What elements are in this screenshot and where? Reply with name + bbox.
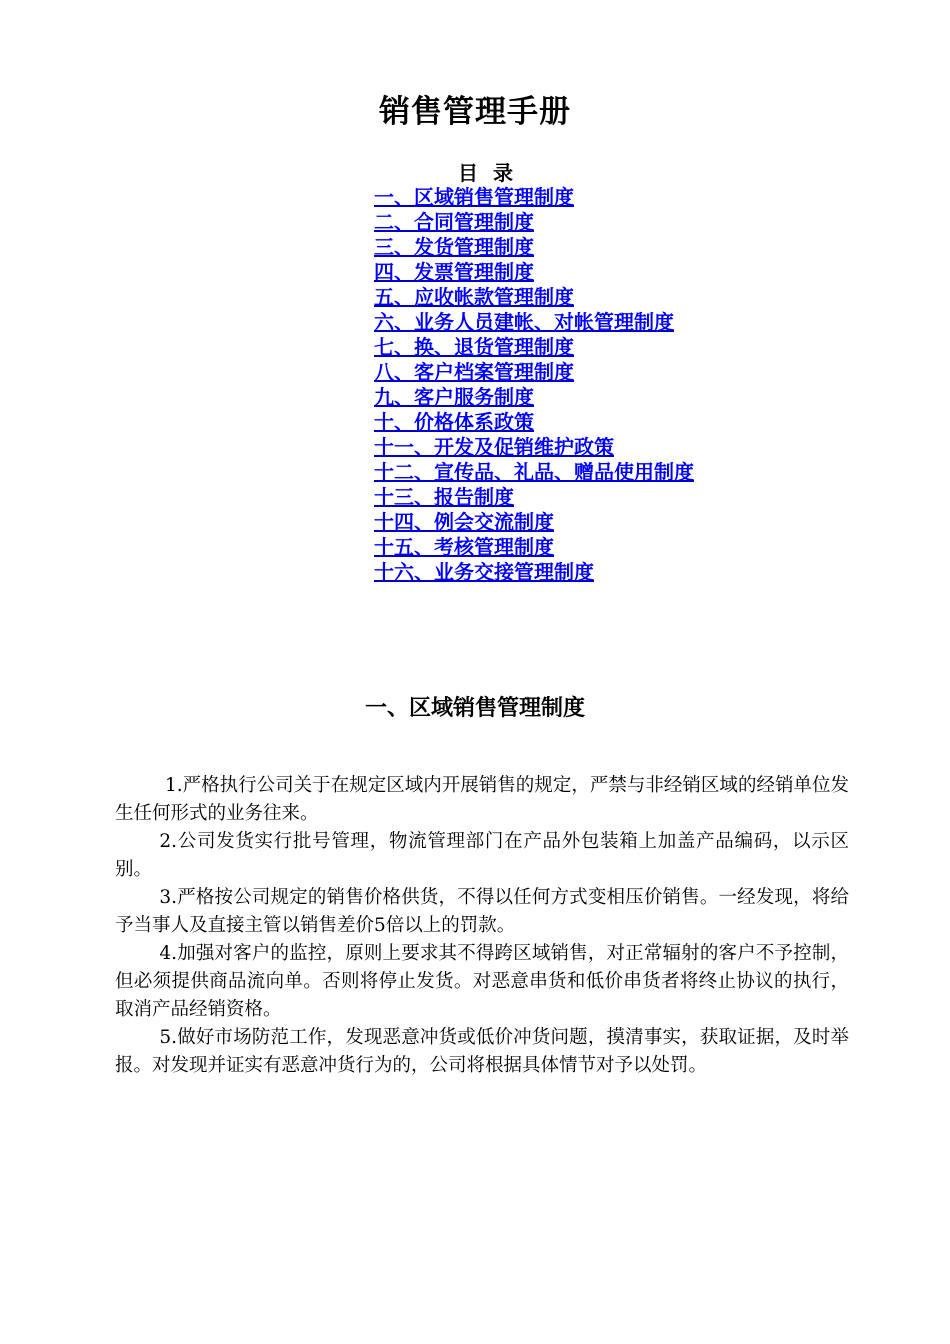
paragraph: 1.严格执行公司关于在规定区域内开展销售的规定，严禁与非经销区域的经销单位发生任何形式的业务往来。	[115, 775, 849, 824]
toc-item	[374, 435, 694, 460]
toc-item	[374, 235, 694, 260]
toc-item	[374, 385, 694, 410]
document-title: 销售管理手册	[379, 94, 571, 130]
toc-item	[374, 485, 694, 510]
toc-link-handover[interactable]: 十六、业务交接管理制度	[374, 560, 594, 584]
toc-item	[374, 460, 694, 485]
toc-link-receivables[interactable]: 五、应收帐款管理制度	[374, 285, 574, 309]
section-body	[115, 772, 849, 1080]
paragraph: 2.公司发货实行批号管理，物流管理部门在产品外包装箱上加盖产品编码，以示区别。	[115, 831, 849, 880]
paragraph: 4.加强对客户的监控，原则上要求其不得跨区域销售，对正常辐射的客户不予控制，但必须提供商品流向单。否则将停止发货。对恶意串货和低价串货者将终止协议的执行，取消产品经销资格。	[115, 943, 849, 1020]
table-of-contents	[374, 185, 694, 585]
paragraph: 5.做好市场防范工作，发现恶意冲货或低价冲货问题，摸清事实，获取证据，及时举报。对发现并证实有恶意冲货行为的，公司将根据具体情节对予以处罚。	[115, 1027, 849, 1076]
toc-item	[374, 285, 694, 310]
toc-link-customer-files[interactable]: 八、客户档案管理制度	[374, 360, 574, 384]
toc-link-shipping[interactable]: 三、发货管理制度	[374, 235, 534, 259]
toc-link-promotion-policy[interactable]: 十一、开发及促销维护政策	[374, 435, 614, 459]
toc-link-pricing-policy[interactable]: 十、价格体系政策	[374, 410, 534, 434]
section-title: 一、区域销售管理制度	[364, 696, 585, 721]
toc-link-assessment[interactable]: 十五、考核管理制度	[374, 535, 554, 559]
toc-link-meetings[interactable]: 十四、例会交流制度	[374, 510, 554, 534]
toc-link-customer-service[interactable]: 九、客户服务制度	[374, 385, 534, 409]
toc-item	[374, 335, 694, 360]
toc-item	[374, 210, 694, 235]
toc-item	[374, 310, 694, 335]
toc-item	[374, 360, 694, 385]
toc-heading: 目 录	[458, 161, 517, 185]
toc-link-exchange-returns[interactable]: 七、换、退货管理制度	[374, 335, 574, 359]
toc-link-reporting[interactable]: 十三、报告制度	[374, 485, 514, 509]
toc-item	[374, 560, 694, 585]
toc-link-contract[interactable]: 二、合同管理制度	[374, 210, 534, 234]
toc-link-promo-materials[interactable]: 十二、宣传品、礼品、赠品使用制度	[374, 460, 694, 484]
toc-link-sales-staff-accounts[interactable]: 六、业务人员建帐、对帐管理制度	[374, 310, 674, 334]
paragraph: 3.严格按公司规定的销售价格供货，不得以任何方式变相压价销售。一经发现，将给予当事人及直接主管以销售差价5倍以上的罚款。	[115, 887, 849, 936]
toc-link-invoice[interactable]: 四、发票管理制度	[374, 260, 534, 284]
toc-link-regional-sales[interactable]: 一、区域销售管理制度	[374, 185, 574, 209]
toc-item	[374, 185, 694, 210]
toc-item	[374, 260, 694, 285]
toc-item	[374, 410, 694, 435]
toc-item	[374, 510, 694, 535]
toc-item	[374, 535, 694, 560]
